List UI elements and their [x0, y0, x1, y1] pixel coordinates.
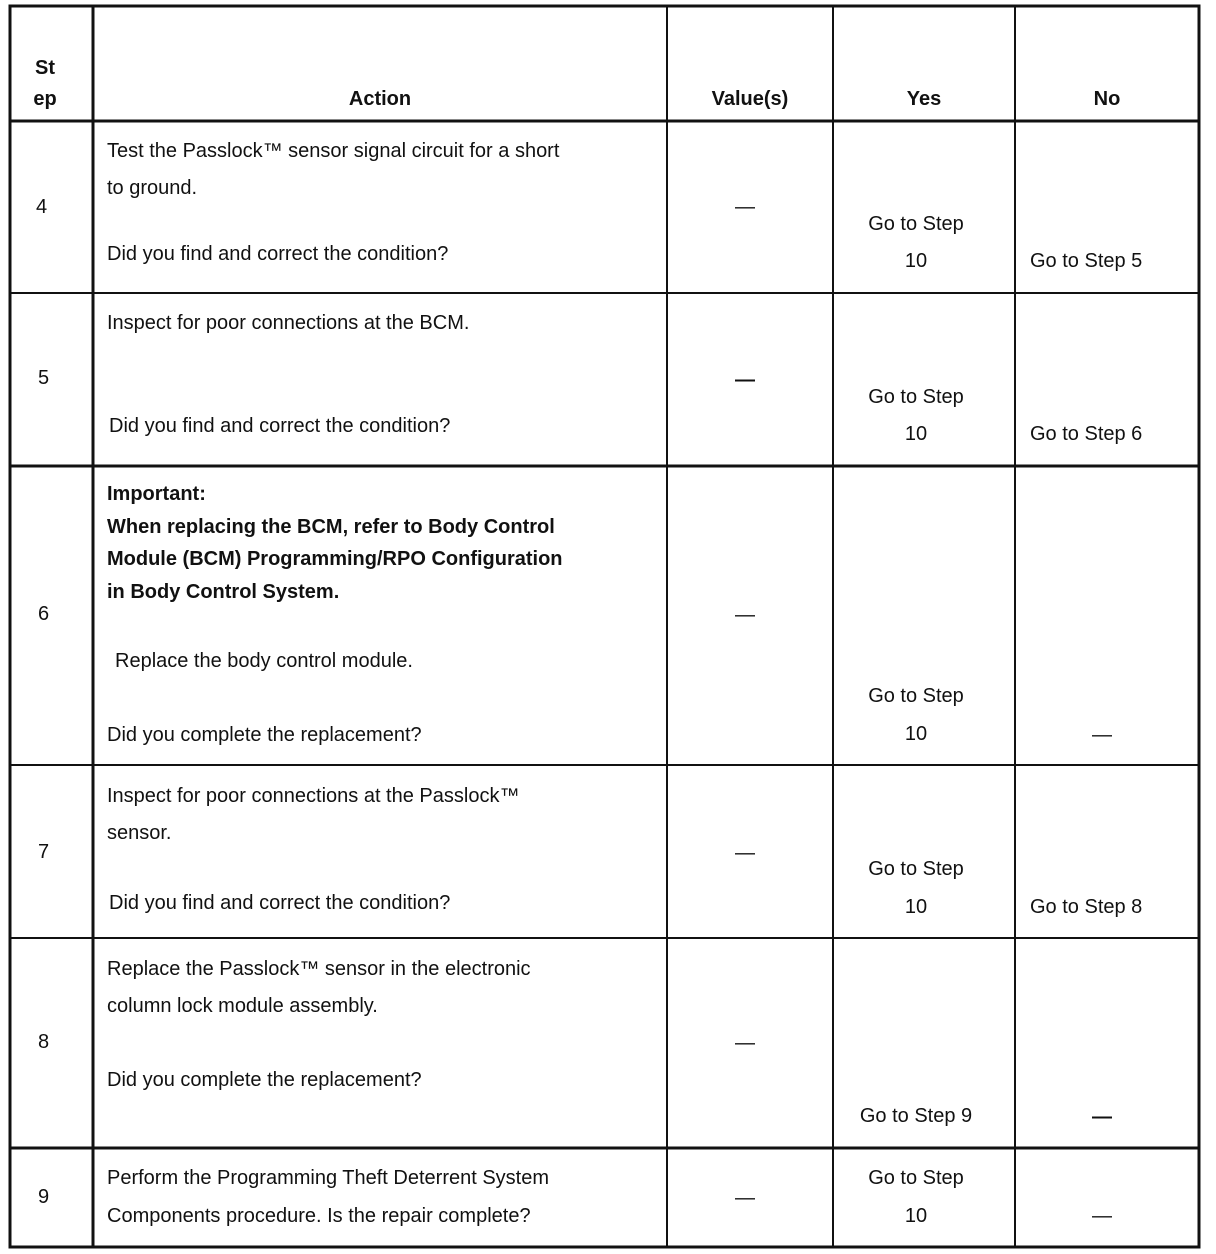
yes-link[interactable]: 10 [904, 723, 928, 745]
important-note: in Body Control System. [107, 581, 340, 603]
action-text: to ground. [107, 177, 198, 199]
header-step-line1: St [35, 57, 55, 79]
important-note: When replacing the BCM, refer to Body Control [107, 516, 555, 538]
no-link[interactable]: Go to Step 5 [1030, 250, 1143, 272]
yes-link[interactable]: Go to Step [868, 1167, 964, 1189]
action-text: Inspect for poor connections at the Passlock™ [107, 785, 520, 807]
action-question: Did you find and correct the condition? [109, 415, 451, 437]
value-cell: — [735, 604, 755, 626]
step-number: 8 [38, 1031, 50, 1053]
yes-link[interactable]: Go to Step [868, 685, 964, 707]
header-step-line2: ep [33, 88, 57, 110]
step-number: 7 [38, 841, 50, 863]
no-cell: — [1092, 1106, 1112, 1128]
no-link[interactable]: Go to Step 6 [1030, 423, 1143, 445]
value-cell: — [735, 1187, 755, 1209]
action-text: Components procedure. Is the repair complete? [107, 1205, 531, 1227]
header-yes: Yes [906, 88, 942, 110]
yes-link[interactable]: Go to Step [868, 858, 964, 880]
action-text: Replace the Passlock™ sensor in the electronic [107, 958, 531, 980]
header-values: Value(s) [711, 88, 789, 110]
value-cell: — [735, 842, 755, 864]
important-note: Module (BCM) Programming/RPO Configuration [107, 548, 563, 570]
yes-link[interactable]: 10 [904, 1205, 928, 1227]
action-text: Test the Passlock™ sensor signal circuit for a short [107, 140, 560, 162]
step-number: 6 [38, 603, 50, 625]
header-action: Action [348, 88, 412, 110]
important-label: Important: [107, 483, 206, 505]
yes-link[interactable]: Go to Step [868, 213, 964, 235]
yes-link[interactable]: 10 [904, 423, 928, 445]
value-cell: — [735, 369, 755, 391]
action-question: Did you complete the replacement? [107, 724, 422, 746]
action-text: sensor. [107, 822, 172, 844]
yes-link[interactable]: 10 [904, 896, 928, 918]
action-question: Did you complete the replacement? [107, 1069, 422, 1091]
no-cell: — [1092, 724, 1112, 746]
step-number: 5 [38, 367, 50, 389]
action-text: column lock module assembly. [107, 995, 378, 1017]
yes-link[interactable]: 10 [904, 250, 928, 272]
no-cell: — [1092, 1205, 1112, 1227]
value-cell: — [735, 196, 755, 218]
yes-link[interactable]: Go to Step 9 [859, 1105, 973, 1127]
action-question: Did you find and correct the condition? [109, 892, 451, 914]
action-text: Perform the Programming Theft Deterrent System [107, 1167, 550, 1189]
yes-link[interactable]: Go to Step [868, 386, 964, 408]
step-number: 9 [38, 1186, 50, 1208]
step-number: 4 [36, 196, 48, 218]
action-text: Inspect for poor connections at the BCM. [107, 312, 470, 334]
action-text: Replace the body control module. [115, 650, 413, 672]
no-link[interactable]: Go to Step 8 [1030, 896, 1143, 918]
action-question: Did you find and correct the condition? [107, 243, 449, 265]
header-no: No [1093, 88, 1121, 110]
value-cell: — [735, 1032, 755, 1054]
